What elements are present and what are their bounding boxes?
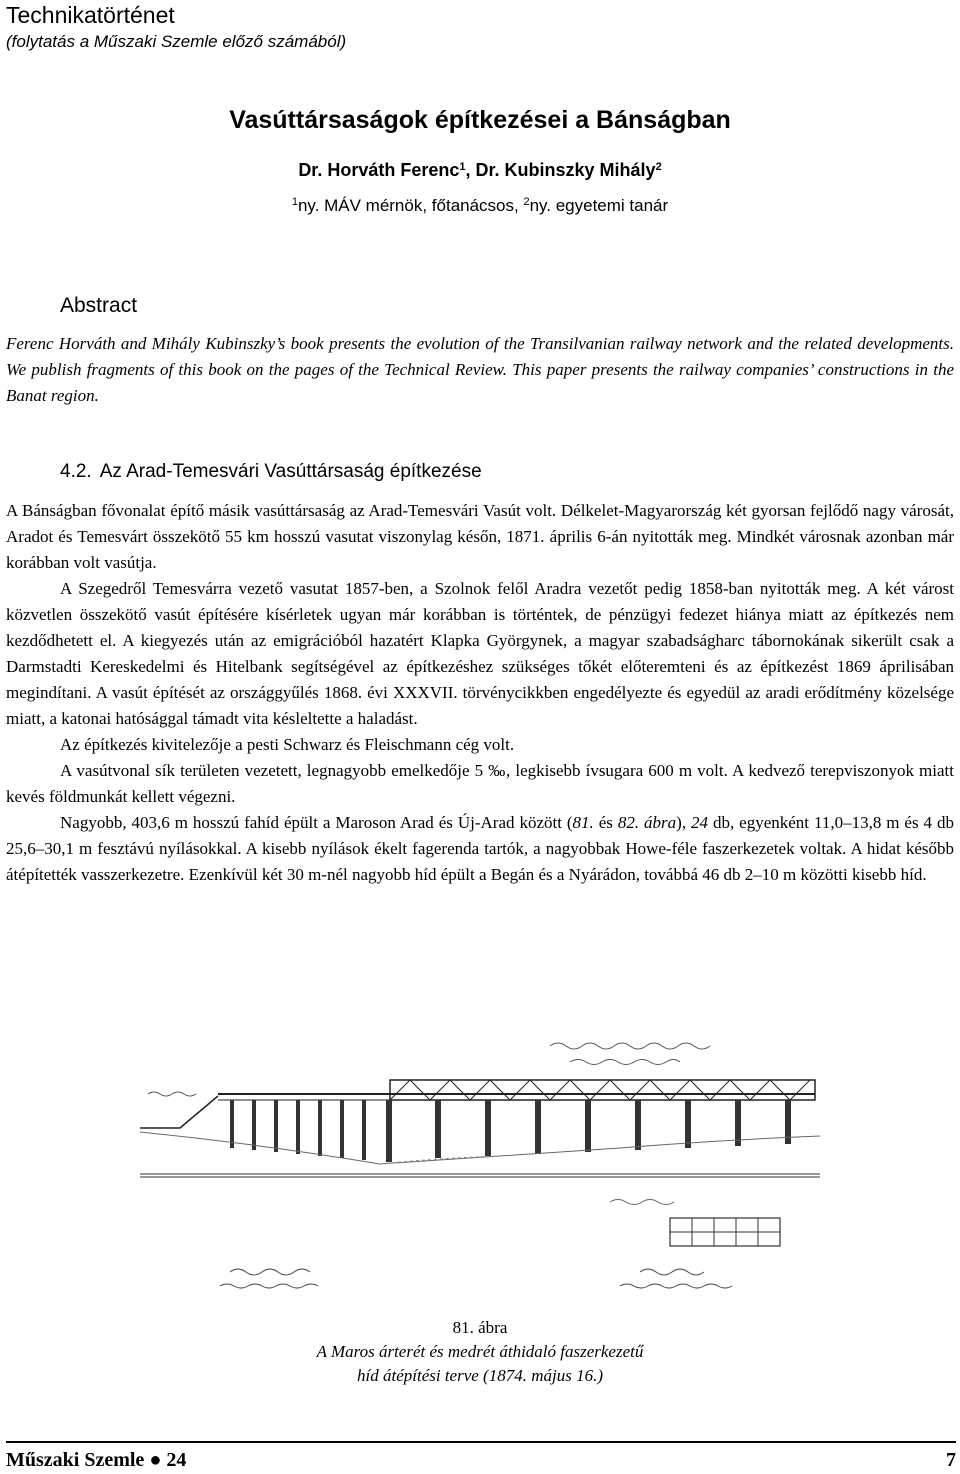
bullet-icon: ● xyxy=(149,1449,162,1471)
caption-line-1: A Maros árterét és medrét áthidaló faszerkezetű xyxy=(316,1342,644,1361)
p5-text-c: ), xyxy=(676,813,692,832)
paragraph-1: A Bánságban fővonalat építő másik vasúttársaság az Arad-Temesvári Vasút volt. Délkelet-Magyarország két gyorsan fejlődő nagy városát, Aradot és Temesvárt összekötő 55 km hosszú vasutat viszonylag későn, 1871. április 6-án nyitották meg. Mindkét városnak azonban már korábban volt vasútja. xyxy=(6,501,954,572)
span-count: 24 xyxy=(691,813,709,832)
journal-name xyxy=(6,1447,186,1473)
p5-text-d: db, egyenként 11,0–13,8 m és 4 db 25,6–30,1 m fesztávú nyílásokkal. A kisebb nyílások ékelt fagerenda tartók, a nagyobbak Howe-féle faszerkezetek voltak. A hidat később átépítették vasszerkezetre. Ezenkívül két 30 m-nél nagyobb híd épült a Begán és a Nyárádon, továbbá 46 db 2–10 m közötti kisebb híd. xyxy=(6,813,954,884)
affiliation-2-sup: 2 xyxy=(523,196,530,208)
paper-title: Vasúttársaságok építkezései a Bánságban xyxy=(229,106,731,134)
section-number: 4.2. xyxy=(60,461,92,482)
journal-title: Műszaki Szemle xyxy=(6,1449,145,1471)
footer-divider xyxy=(6,1441,956,1443)
figure-caption xyxy=(0,1316,960,1388)
affiliation-1: ny. MÁV mérnök, főtanácsos, xyxy=(297,196,524,215)
bridge-drawing-figure xyxy=(140,1036,820,1322)
author-1: Dr. Horváth Ferenc xyxy=(298,160,460,180)
figure-ref-82: 82. ábra xyxy=(617,813,677,832)
body-text xyxy=(6,498,954,888)
section-heading xyxy=(60,458,482,486)
author-2-sup: 2 xyxy=(655,161,662,173)
abstract-text: Ferenc Horváth and Mihály Kubinszky’s book presents the evolution of the Transilvanian railway network and the related developments. We publish fragments of this book on the pages of the Technical Review. This paper presents the railway companies’ constructions in the Banat region. xyxy=(6,334,954,405)
affiliation-2: ny. egyetemi tanár xyxy=(529,196,669,215)
paragraph-5 xyxy=(6,810,954,888)
section-title: Az Arad-Temesvári Vasúttársaság építkezése xyxy=(99,461,482,482)
caption-line-2: híd átépítési terve (1874. május 16.) xyxy=(357,1366,603,1385)
p5-text-b: és xyxy=(593,813,618,832)
issue-number: 24 xyxy=(166,1449,187,1471)
author-2: Dr. Kubinszky Mihály xyxy=(475,160,656,180)
author-separator: , xyxy=(465,160,476,180)
p5-text-a: Nagyobb, 403,6 m hosszú fahíd épült a Maroson Arad és Új-Arad között ( xyxy=(60,813,573,832)
paragraph-2: A Szegedről Temesvárra vezető vasutat 1857-ben, a Szolnok felől Aradra vezetőt pedig 1858-ban nyitották meg. A két várost közvetlen összekötő vasút építésére kísérletek ugyan már korábban is történtek, de pénzügyi fedezet hiánya miatt az építkezés nem kezdődhetett el. A kiegyezés után az emigrációból hazatért Klapka Györgynek, a magyar szabadságharc tábornokának sikerült csak a Darmstadti Kereskedelmi és Hitelbank segítségével az építkezéshez szükséges tőkét előteremteni és az építkezést 1869 áprilisában megindítani. A vasút építését az országgyűlés 1868. évi XXXVII. törvénycikkben engedélyezte és egyedül az aradi erődítmény közelsége miatt, a katonai hatósággal támadt vita késleltette a haladást. xyxy=(6,579,954,728)
affiliations xyxy=(0,194,960,218)
paragraph-3: Az építkezés kivitelezője a pesti Schwarz és Fleischmann cég volt. xyxy=(60,735,515,754)
page-number: 7 xyxy=(946,1449,956,1471)
affiliation-1-sup: 1 xyxy=(291,196,298,208)
figure-ref-81: 81. xyxy=(572,813,594,832)
section-label: Technikatörténet xyxy=(6,2,175,28)
figure-number: 81. ábra xyxy=(452,1318,508,1337)
author-1-sup: 1 xyxy=(459,161,466,173)
paragraph-4: A vasútvonal sík területen vezetett, legnagyobb emelkedője 5 ‰, legkisebb ívsugara 600 m volt. A kedvező terepviszonyok miatt kevés földmunkát kellett végezni. xyxy=(6,761,954,806)
authors xyxy=(0,158,960,182)
abstract-heading: Abstract xyxy=(60,294,138,317)
continued-note: (folytatás a Műszaki Szemle előző számából) xyxy=(6,32,347,51)
